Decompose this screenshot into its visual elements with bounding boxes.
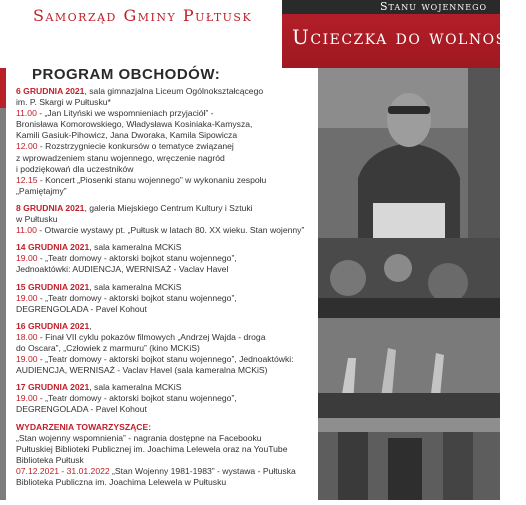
program-line <box>16 382 326 393</box>
event-text: DEGRENGOLADA - Pavel Kohout <box>16 303 147 314</box>
event-date: 16 GRUDNIA 2021 <box>16 320 90 331</box>
event-text: - „Jan Lityński we wspomnieniach przyjaciół” - <box>36 108 214 119</box>
header-left <box>0 0 290 68</box>
event-text: im. P. Skargi w Pułtusku* <box>16 97 111 108</box>
event-text: - „Teatr domowy - aktorski bojkot stanu wojennego”, <box>37 393 237 404</box>
event-time: 07.12.2021 - 31.01.2022 <box>16 465 110 476</box>
campaign-title: Ucieczka do wolności <box>292 25 526 49</box>
photo-victory-signs <box>318 318 500 418</box>
left-accent <box>0 68 6 108</box>
program-line <box>16 354 326 365</box>
photo-soldiers <box>318 418 500 500</box>
program-line <box>16 393 326 404</box>
program-line <box>16 404 326 415</box>
event-text: - „Teatr domowy - aktorski bojkot stanu wojennego”, Jednoaktówki: <box>37 354 294 365</box>
program-line <box>16 186 326 197</box>
photo-victory-illustration <box>318 318 500 418</box>
program-line <box>16 455 326 466</box>
event-text: , sala kameralna MCKiS <box>89 281 182 292</box>
event-text: i podziękowań dla uczestników <box>16 163 134 174</box>
event-date: 14 GRUDNIA 2021 <box>16 242 90 253</box>
org-name: Samorząd Gminy Pułtusk <box>33 6 253 25</box>
event-text: „Stan wojenny wspomnienia” - nagrania dostępne na Facebooku <box>16 432 262 443</box>
program-content <box>16 66 326 494</box>
event-text: - Finał VII cyklu pokazów filmowych „Andrzej Wajda - droga <box>37 331 266 342</box>
section-heading: WYDARZENIA TOWARZYSZĄCE: <box>16 421 152 432</box>
program-line <box>16 264 326 275</box>
program-block <box>16 86 326 197</box>
event-text: - Otwarcie wystawy pt. „Pułtusk w latach 80. XX wieku. Stan wojenny” <box>36 225 305 236</box>
left-stripe <box>0 68 6 500</box>
program-block <box>16 242 326 275</box>
event-time: 19.00 <box>16 253 38 264</box>
photo-general-speech <box>318 68 500 238</box>
program-line <box>16 422 326 433</box>
program-line <box>16 282 326 293</box>
event-time: 11.00 <box>16 108 37 119</box>
program-blocks <box>16 86 326 488</box>
event-text: z wprowadzeniem stanu wojennego, wręczenie nagród <box>16 152 225 163</box>
program-line <box>16 332 326 343</box>
event-text: , sala kameralna MCKiS <box>89 242 182 253</box>
program-line <box>16 97 326 108</box>
program-line <box>16 321 326 332</box>
photo-soldiers-illustration <box>318 418 500 500</box>
program-line <box>16 242 326 253</box>
event-text: Kamili Gasiuk-Pihowicz, Jana Dworaka, Kamila Sipowicza <box>16 130 238 141</box>
program-line <box>16 153 326 164</box>
program-line <box>16 175 326 186</box>
program-block <box>16 282 326 315</box>
event-time: 12.15 <box>16 174 38 185</box>
event-date: 8 GRUDNIA 2021 <box>16 202 85 213</box>
program-block <box>16 203 326 236</box>
event-time: 18.00 <box>16 331 38 342</box>
event-time: 19.00 <box>16 292 38 303</box>
event-text: , galeria Miejskiego Centrum Kultury i Sztuki <box>84 202 253 213</box>
program-line <box>16 225 326 236</box>
program-line <box>16 477 326 488</box>
program-block <box>16 422 326 489</box>
event-text: Biblioteka Pułtusk <box>16 454 84 465</box>
program-block <box>16 321 326 376</box>
program-line <box>16 86 326 97</box>
event-time: 11.00 <box>16 225 37 236</box>
event-text: - „Teatr domowy - aktorski bojkot stanu wojennego”, <box>37 253 237 264</box>
event-text: Jednoaktówki: AUDIENCJA, WERNISAŻ - Vaclav Havel <box>16 264 229 275</box>
program-line <box>16 466 326 477</box>
program-line <box>16 203 326 214</box>
event-text: , sala kameralna MCKiS <box>89 382 182 393</box>
program-line <box>16 164 326 175</box>
program-line <box>16 304 326 315</box>
program-line <box>16 108 326 119</box>
program-line <box>16 130 326 141</box>
event-text: , <box>89 320 92 331</box>
program-line <box>16 141 326 152</box>
photo-general-illustration <box>318 68 500 238</box>
program-line <box>16 119 326 130</box>
program-line <box>16 343 326 354</box>
photo-collage <box>318 68 500 500</box>
event-time: 12.00 <box>16 141 38 152</box>
event-text: - Rozstrzygniecie konkursów o tematyce związanej <box>37 141 234 152</box>
event-text: - Koncert „Piosenki stanu wojennego” w wykonaniu zespołu <box>37 174 267 185</box>
photo-crowd-illustration <box>318 238 500 318</box>
event-text: AUDIENCJA, WERNISAŻ - Vaclav Havel (sala kameralna MCKiS) <box>16 365 268 376</box>
event-time: 19.00 <box>16 354 38 365</box>
program-line <box>16 433 326 444</box>
event-time: 19.00 <box>16 393 38 404</box>
photo-crowd <box>318 238 500 318</box>
event-text: Biblioteka Publiczna im. Joachima Lelewela w Pułtusku <box>16 477 227 487</box>
campaign-banner <box>282 0 526 68</box>
program-block <box>16 382 326 415</box>
event-text: Pułtuskiej Biblioteki Publicznej im. Joachima Lelewela oraz na YouTube <box>16 443 288 454</box>
program-line <box>16 293 326 304</box>
banner-subtitle: Stanu wojennego <box>380 0 488 13</box>
program-line <box>16 444 326 455</box>
event-text: w Pułtusku <box>16 214 58 225</box>
program-line <box>16 214 326 225</box>
event-text: „Pamiętajmy” <box>16 185 67 196</box>
event-text: - „Teatr domowy - aktorski bojkot stanu wojennego”, <box>37 292 237 303</box>
event-text: , sala gimnazjalna Liceum Ogólnokształcącego <box>84 86 264 96</box>
program-heading: PROGRAM OBCHODÓW: <box>32 66 221 83</box>
event-text: „Stan Wojenny 1981-1983” - wystawa - Pułtuska <box>109 465 296 476</box>
event-date: 17 GRUDNIA 2021 <box>16 382 90 393</box>
program-line <box>16 253 326 264</box>
event-date: 6 GRUDNIA 2021 <box>16 86 85 96</box>
program-line <box>16 365 326 376</box>
event-text: do Oscara”, „Człowiek z marmuru” (kino MCKiS) <box>16 342 200 353</box>
event-text: DEGRENGOLADA - Pavel Kohout <box>16 404 147 415</box>
event-date: 15 GRUDNIA 2021 <box>16 281 90 292</box>
event-text: Bronisława Komorowskiego, Władysława Kosiniaka-Kamysza, <box>16 119 253 130</box>
